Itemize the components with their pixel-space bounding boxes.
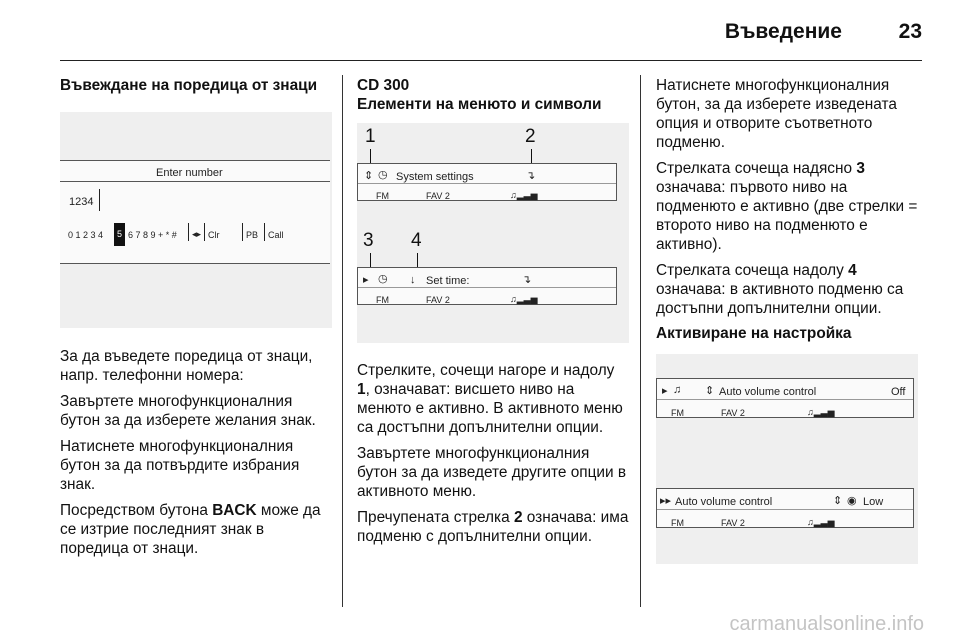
enter-number-screen (60, 160, 330, 264)
preset-label: FAV 2 (721, 408, 745, 418)
heading-menu-elements: Елементи на менюто и символи (357, 96, 602, 113)
paragraph: Натиснете многофункционалния бутон за да потвърдите избрания знак. (60, 438, 300, 493)
right-arrow-icon: ▸ (662, 385, 668, 397)
enter-number-illustration (60, 112, 332, 328)
signal-icon: ♫▂▃▅ (510, 294, 538, 304)
signal-icon: ♫▂▃▅ (510, 190, 538, 200)
callout-3: 3 (363, 230, 374, 251)
submenu-arrow-icon: ↴ (526, 170, 536, 182)
character-selector: 0 1 2 3 4 5 6 7 8 9 + * # ◂▸ Clr PB Call (60, 221, 330, 243)
callout-2: 2 (525, 126, 536, 147)
source-label: FM (671, 518, 684, 528)
up-down-arrow-icon: ⇕ (705, 385, 715, 397)
header-divider (60, 60, 922, 61)
down-arrow-icon: ↓ (410, 274, 416, 286)
phonebook-option: PB (246, 230, 259, 240)
paragraph: Стрелката сочеща надясно 3 означава: първото ниво на подменюто е активно (две стрелки = второто ниво на подменюто е активно). (656, 160, 918, 253)
source-label: FM (671, 408, 684, 418)
signal-icon: ♫▂▃▅ (807, 517, 835, 527)
system-settings-screen (357, 163, 617, 201)
paragraph: Завъртете многофункционалния бутон за да изберете желания знак. (60, 393, 316, 429)
screen-title: Enter number (156, 167, 223, 179)
source-label: FM (376, 295, 389, 305)
section-title: Въведение (724, 20, 842, 43)
paragraph: Стрелката сочеща надолу 4 означава: в активното подменю са достъпни допълнителни опции. (656, 262, 904, 317)
watermark: carmanualsonline.info (729, 613, 924, 635)
right-arrow-icon: ▸ (363, 274, 369, 286)
preset-label: FAV 2 (721, 518, 745, 528)
preset-label: FAV 2 (426, 191, 450, 201)
column-divider-2 (640, 75, 641, 607)
menu-item-label: Auto volume control (719, 386, 817, 398)
paragraph: Стрелките, сочещи нагоре и надолу 1, означават: висшето ниво на менюто е активно. В активното меню са достъпни допълнителни опции. (357, 362, 623, 436)
cursor-left-right-icon: ◂▸ (192, 229, 202, 239)
paragraph: Натиснете многофункционалния бутон, за да изберете изведената опция и отворите съответното подменю. (656, 77, 897, 151)
setting-value: Off (891, 386, 906, 398)
clock-icon: ◷ (378, 169, 388, 181)
source-label: FM (376, 191, 389, 201)
selected-character: 5 (114, 223, 125, 246)
entered-number: 1234 (69, 196, 94, 208)
menu-symbols-illustration (357, 123, 629, 343)
page-number: 23 (898, 20, 922, 43)
column-1 (60, 76, 332, 565)
paragraph: За да въведете поредица от знаци, напр. телефонни номера: (60, 348, 313, 384)
auto-volume-low-screen (656, 488, 914, 528)
note-icon: ♫ (673, 384, 682, 396)
callout-4: 4 (411, 230, 422, 251)
heading-activate-setting: Активиране на настройка (656, 325, 852, 342)
set-time-screen (357, 267, 617, 305)
menu-item-label: Set time: (426, 275, 470, 287)
paragraph: Пречупената стрелка 2 означава: има подменю с допълнителни опции. (357, 509, 629, 545)
menu-item-label: System settings (396, 171, 474, 183)
page-header (0, 0, 960, 60)
heading-char-entry: Въвеждане на поредица от знаци (60, 77, 318, 94)
double-right-arrow-icon: ▸▸ (660, 495, 672, 507)
heading-model: CD 300 (357, 77, 410, 94)
setting-value: Low (863, 496, 884, 508)
paragraph: Посредством бутона BACK може да се изтрие последният знак в поредица от знаци. (60, 502, 321, 557)
text-cursor (99, 189, 100, 211)
up-down-arrow-icon: ⇕ (833, 495, 843, 507)
paragraph: Завъртете многофункционалния бутон за да изведете другите опции в активното меню. (357, 445, 627, 500)
column-divider-1 (342, 75, 343, 607)
up-down-arrow-icon: ⇕ (364, 170, 374, 182)
column-3 (656, 76, 928, 564)
preset-label: FAV 2 (426, 295, 450, 305)
menu-item-label: Auto volume control (675, 496, 773, 508)
callout-1: 1 (365, 126, 376, 147)
call-option: Call (268, 230, 284, 240)
auto-volume-off-screen (656, 378, 914, 418)
radio-selected-icon: ◉ (847, 495, 857, 507)
signal-icon: ♫▂▃▅ (807, 407, 835, 417)
submenu-arrow-icon: ↴ (522, 274, 532, 286)
setting-activation-illustration (656, 354, 918, 564)
clear-option: Clr (208, 230, 220, 240)
column-2 (357, 76, 629, 553)
clock-icon: ◷ (378, 273, 388, 285)
